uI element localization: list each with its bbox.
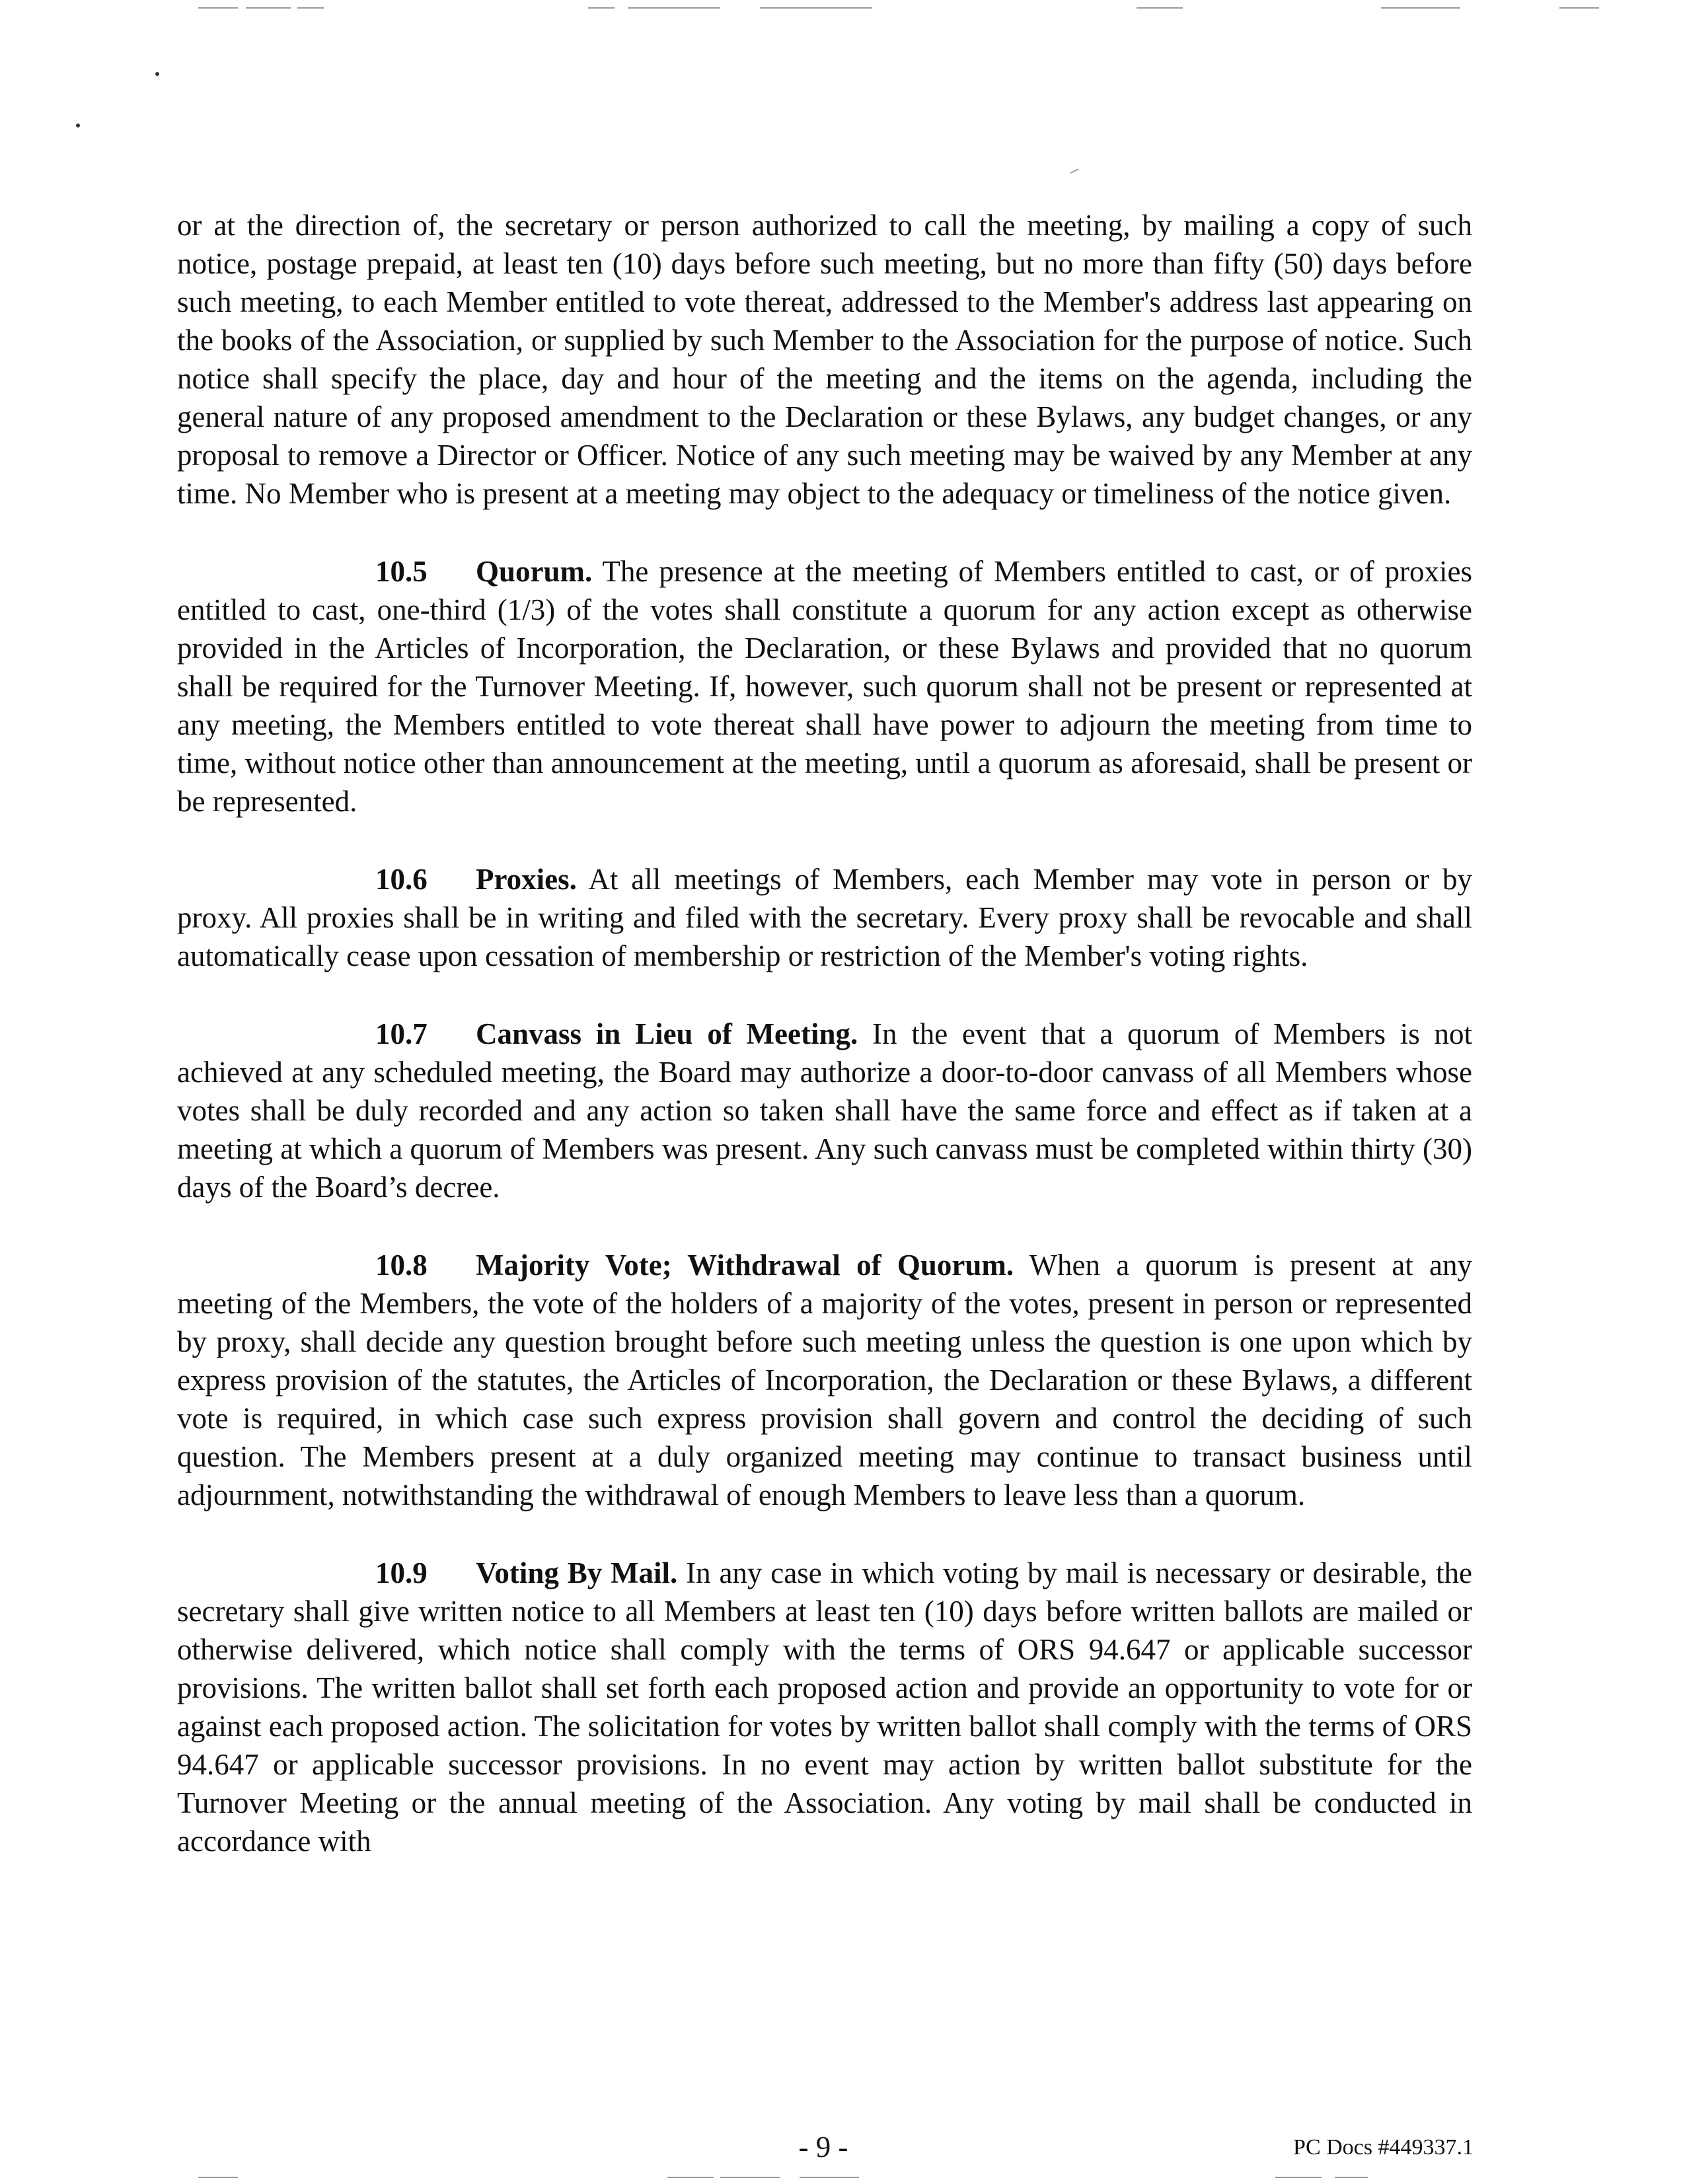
section-title: Proxies. [476,863,577,896]
section-10-6 [177,860,1472,975]
section-body: In the event that a quorum of Members is not achieved at any scheduled meeting, the Board may authorize a door-to-door canvass of all Members whose votes shall be duly recorded and any action so taken shall have the same force and effect as if taken at a meeting at which a quorum of Members was present. Any such canvass must be completed within thirty (30) days of the Board’s decree. [177,1017,1473,1204]
document-body [177,206,1472,1900]
section-10-5 [177,552,1472,820]
section-body: When a quorum is present at any meeting of the Members, the vote of the holders of a majority of the votes, present in person or represented by proxy, shall decide any question brought before such meeting unless the question is one upon which by express provision of the statutes, the Articles of Incorporation, the Declaration or these Bylaws, a different vote is required, in which case such express provision shall govern and control the deciding of such question. The Members present at a duly organized meeting may continue to transact business until adjournment, notwithstanding the withdrawal of enough Members to leave less than a quorum. [177,1249,1472,1511]
section-number: 10.5 [375,555,428,588]
section-10-7 [177,1015,1472,1206]
section-body: The presence at the meeting of Members entitled to cast, or of proxies entitled to cast, one-third (1/3) of the votes shall constitute a quorum for any action except as otherwise provided in the Articles of Incorporation, the Declaration, or these Bylaws and provided that no quorum shall be required for the Turnover Meeting. If, however, such quorum shall not be present or represented at any meeting, the Members entitled to vote thereat shall have power to adjourn the meeting from time to time, without notice other than announcement at the meeting, until a quorum as aforesaid, shall be present or be represented. [177,555,1472,818]
doc-reference: PC Docs #449337.1 [1293,2135,1474,2160]
section-title: Voting By Mail. [476,1556,678,1589]
section-10-9 [177,1554,1472,1860]
section-body: In any case in which voting by mail is necessary or desirable, the secretary shall give written notice to all Members at least ten (10) days before written ballots are mailed or otherwise delivered, which notice shall comply with the terms of ORS 94.647 or applicable successor provisions. The written ballot shall set forth each proposed action and provide an opportunity to vote for or against each proposed action. The solicitation for votes by written ballot shall comply with the terms of ORS 94.647 or applicable successor provisions. In no event may action by written ballot substitute for the Turnover Meeting or the annual meeting of the Association. Any voting by mail shall be conducted in accordance with [177,1556,1473,1858]
section-title: Majority Vote; Withdrawal of Quorum. [476,1249,1014,1282]
continuation-paragraph: or at the direction of, the secretary or person authorized to call the meeting, by mailing a copy of such notice, postage prepaid, at least ten (10) days before such meeting, but no more than fifty (50) days before such meeting, to each Member entitled to vote thereat, addressed to the Member's address last appearing on the books of the Association, or supplied by such Member to the Association for the purpose of notice. Such notice shall specify the place, day and hour of the meeting and the items on the agenda, including the general nature of any proposed amendment to the Declaration or these Bylaws, any budget changes, or any proposal to remove a Director or Officer. Notice of any such meeting may be waived by any Member at any time. No Member who is present at a meeting may object to the adequacy or timeliness of the notice given. [177,209,1472,510]
section-body: At all meetings of Members, each Member may vote in person or by proxy. All proxies shall be in writing and filed with the secretary. Every proxy shall be revocable and shall automatically cease upon cessation of membership or restriction of the Member's voting rights. [177,863,1472,972]
section-title: Quorum. [476,555,593,588]
section-title: Canvass in Lieu of Meeting. [476,1017,858,1050]
section-number: 10.9 [375,1556,428,1589]
section-number: 10.8 [375,1249,428,1282]
page-number: - 9 - [798,2130,848,2164]
section-10-8 [177,1246,1472,1514]
section-number: 10.7 [375,1017,428,1050]
section-number: 10.6 [375,863,428,896]
